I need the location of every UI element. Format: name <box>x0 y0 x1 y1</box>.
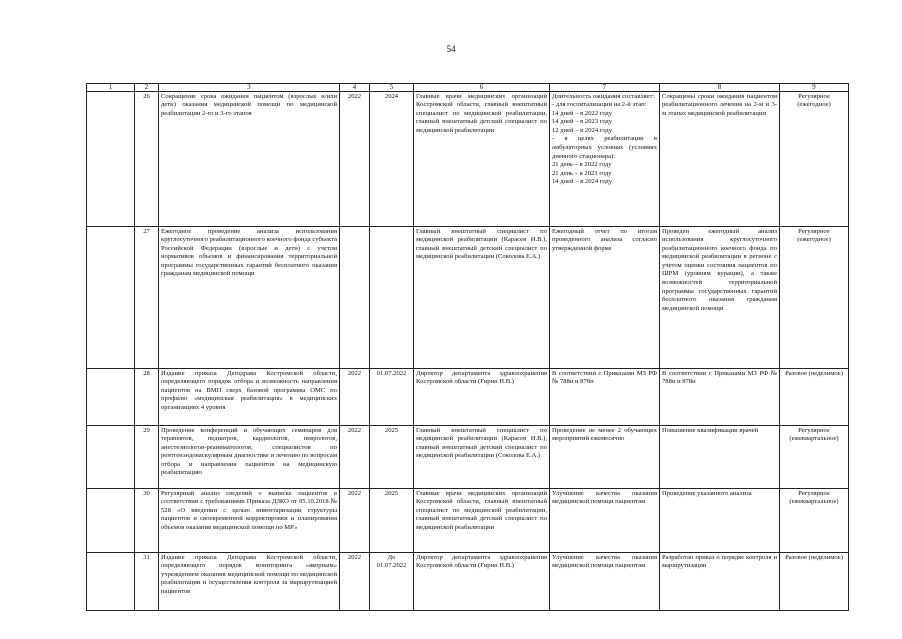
row-number-cell: 29 <box>135 426 159 489</box>
table-row <box>87 92 849 227</box>
start-year-cell: 2022 <box>340 489 370 553</box>
indicator-cell <box>550 227 660 369</box>
row-blank-cell <box>87 426 135 489</box>
row-number-cell: 28 <box>135 369 159 426</box>
table-row <box>87 369 849 426</box>
measure-cell: Сокращение срока ожидания пациентом (взрослые и/или дети) оказания медицинской помощи по медицинской реабилитации 2-го и 3-го этапов <box>159 92 340 227</box>
table-row <box>87 426 849 489</box>
indicator-line: Улучшение качества оказания медицинской помощи пациентам <box>552 553 657 570</box>
frequency-cell: Разовое (неделимое) <box>780 553 849 611</box>
responsible-cell: Директор департамента здравоохранения Костромской области (Гирин Н.В.) <box>414 369 550 426</box>
responsible-cell: Главные врачи медицинских организаций Костромской области, главный внештатный специалист по медицинской реабилитации, главный внештатный детский специалист по медицинской реабилитации <box>414 489 550 553</box>
responsible-cell: Главные врачи медицинских организаций Костромской области, главный внештатный специалист по медицинской реабилитации, главный внештатный детский специалист по медицинской реабилитации <box>414 92 550 227</box>
indicator-cell <box>550 553 660 611</box>
indicator-line: 14 дней – в 2024 году <box>552 178 613 186</box>
frequency-cell: Разовое (неделимое) <box>780 369 849 426</box>
end-date-cell: До 01.07.2022 <box>370 553 414 611</box>
column-number: 1 <box>87 84 135 92</box>
indicator-line: - для госпитализации на 2-й этап: <box>552 101 647 109</box>
row-blank-cell <box>87 553 135 611</box>
indicator-line: 21 день – в 2023 году <box>552 169 612 177</box>
row-number-cell: 30 <box>135 489 159 553</box>
column-number: 3 <box>159 84 340 92</box>
frequency-cell: Регулярное (ежегодное) <box>780 227 849 369</box>
column-number: 4 <box>340 84 370 92</box>
end-date-cell: 01.07.2022 <box>370 369 414 426</box>
indicator-line: 21 день – в 2022 году <box>552 161 612 169</box>
measure-cell: Издание приказа Депздрава Костромской области, определяющего порядок отбора и возможность направления пациентов на ВМП сверх базовой программы ОМС по профилю «медицинская реабилитация» в медицинских организациях 4 уровня <box>159 369 340 426</box>
start-year-cell <box>340 227 370 369</box>
indicator-line: В соответствии с Приказами МЗ РФ № 788н и 878н <box>552 369 657 386</box>
indicator-line: 14 дней – в 2023 году <box>552 118 613 126</box>
result-cell: Разработан приказ о порядке контроля и маршрутизации <box>660 553 780 611</box>
measure-cell: Ежегодное проведение анализа использования круглосуточного реабилитационного коечного фонда субъекта Российской Федерации (взрослые и дети) с учетом нормативов объемов и финансирования территориальной программы государственных гарантий бесплатного оказания гражданам медицинской помощи <box>159 227 340 369</box>
indicator-cell <box>550 369 660 426</box>
indicator-cell <box>550 489 660 553</box>
table-row <box>87 553 849 611</box>
indicator-line: 14 дней – в 2022 году <box>552 109 613 117</box>
column-number: 7 <box>550 84 660 92</box>
start-year-cell: 2022 <box>340 369 370 426</box>
frequency-cell: Регулярное (ежеквартальное) <box>780 426 849 489</box>
responsible-cell: Директор департамента здравоохранения Костромской области (Гирин Н.В.) <box>414 553 550 611</box>
row-blank-cell <box>87 369 135 426</box>
column-number-row <box>87 84 849 92</box>
page-number: 54 <box>446 44 456 54</box>
column-number: 5 <box>370 84 414 92</box>
indicator-line: Улучшение качества оказания медицинской помощи пациентам <box>552 489 657 506</box>
row-number-cell: 31 <box>135 553 159 611</box>
frequency-cell: Регулярное (ежеквартальное) <box>780 489 849 553</box>
result-cell: Проведение указанного анализа <box>660 489 780 553</box>
indicator-cell <box>550 426 660 489</box>
end-date-cell: 2025 <box>370 489 414 553</box>
measure-cell: Издание приказа Депздрава Костромской области, определяющего порядок мониторинга «якорным» учреждением оказания медицинской помощи по медицинской реабилитации и осуществления контроля за маршрутизацией пациентов <box>159 553 340 611</box>
column-number: 9 <box>780 84 849 92</box>
indicator-line: - в целях реабилитации в амбулаторных условиях (условиях дневного стационара): <box>552 135 657 160</box>
action-plan-table <box>86 83 849 611</box>
row-blank-cell <box>87 489 135 553</box>
row-number-cell: 27 <box>135 227 159 369</box>
result-cell: В соответствии с Приказами МЗ РФ № 788н и 878н <box>660 369 780 426</box>
column-number: 6 <box>414 84 550 92</box>
result-cell: Сокращены сроки ожидания пациентом реабилитационного лечения на 2-м и 3-м этапах медицинской реабилитации <box>660 92 780 227</box>
row-blank-cell <box>87 92 135 227</box>
frequency-cell: Регулярное (ежегодное) <box>780 92 849 227</box>
end-date-cell: 2025 <box>370 426 414 489</box>
row-blank-cell <box>87 227 135 369</box>
start-year-cell: 2022 <box>340 92 370 227</box>
row-number-cell: 26 <box>135 92 159 227</box>
result-cell: Проведен ежегодный анализ использования круглосуточного реабилитационного коечного фонда по медицинской реабилитации в регионе с учетом оценки состояния пациентов по ШРМ (уровням курации), а также возможностей территориальной программы государственных гарантий бесплатного оказания гражданам медицинской помощи <box>660 227 780 369</box>
end-date-cell: 2024 <box>370 92 414 227</box>
measure-cell: Проведение конференций и обучающих семинаров для терапевтов, педиатров, кардиологов, неврологов, анестезиологов-реаниматологов, специалистов по рентгенэндоваскулярным диагностике и лечению по вопросам отбора и направления пациентов на медицинскую реабилитацию <box>159 426 340 489</box>
measure-cell: Регулярный анализ сведений о выписке пациентов в соответствии с требованиями Приказа ДЗКО от 05.10.2018 № 528 «О введении с целью инвентаризации структуры пациентов и своевременной корректировки и планирования объемов оказания медицинской помощи по МР» <box>159 489 340 553</box>
indicator-line: Проведение не менее 2 обучающих мероприятий ежемесячно <box>552 426 657 443</box>
table-row <box>87 489 849 553</box>
start-year-cell: 2022 <box>340 553 370 611</box>
indicator-line: Длительность ожидания составляет: <box>552 92 655 100</box>
indicator-line: Ежегодный отчет по итогам проведенного анализа согласно утвержденной форме <box>552 227 657 252</box>
responsible-cell: Главный внештатный специалист по медицинской реабилитации (Карасев И.В.), главный внештатный детский специалист по медицинской реабилитации (Соколова Е.А.) <box>414 426 550 489</box>
result-cell: Повышение квалификации врачей <box>660 426 780 489</box>
table-body <box>87 92 849 611</box>
table-row <box>87 227 849 369</box>
responsible-cell: Главный внештатный специалист по медицинской реабилитации (Карасев И.В.), главный внештатный детский специалист по медицинской реабилитации (Соколова Е.А.) <box>414 227 550 369</box>
start-year-cell: 2022 <box>340 426 370 489</box>
indicator-line: 12 дней – в 2024 году <box>552 126 613 134</box>
column-number: 8 <box>660 84 780 92</box>
column-number: 2 <box>135 84 159 92</box>
end-date-cell <box>370 227 414 369</box>
indicator-cell <box>550 92 660 227</box>
